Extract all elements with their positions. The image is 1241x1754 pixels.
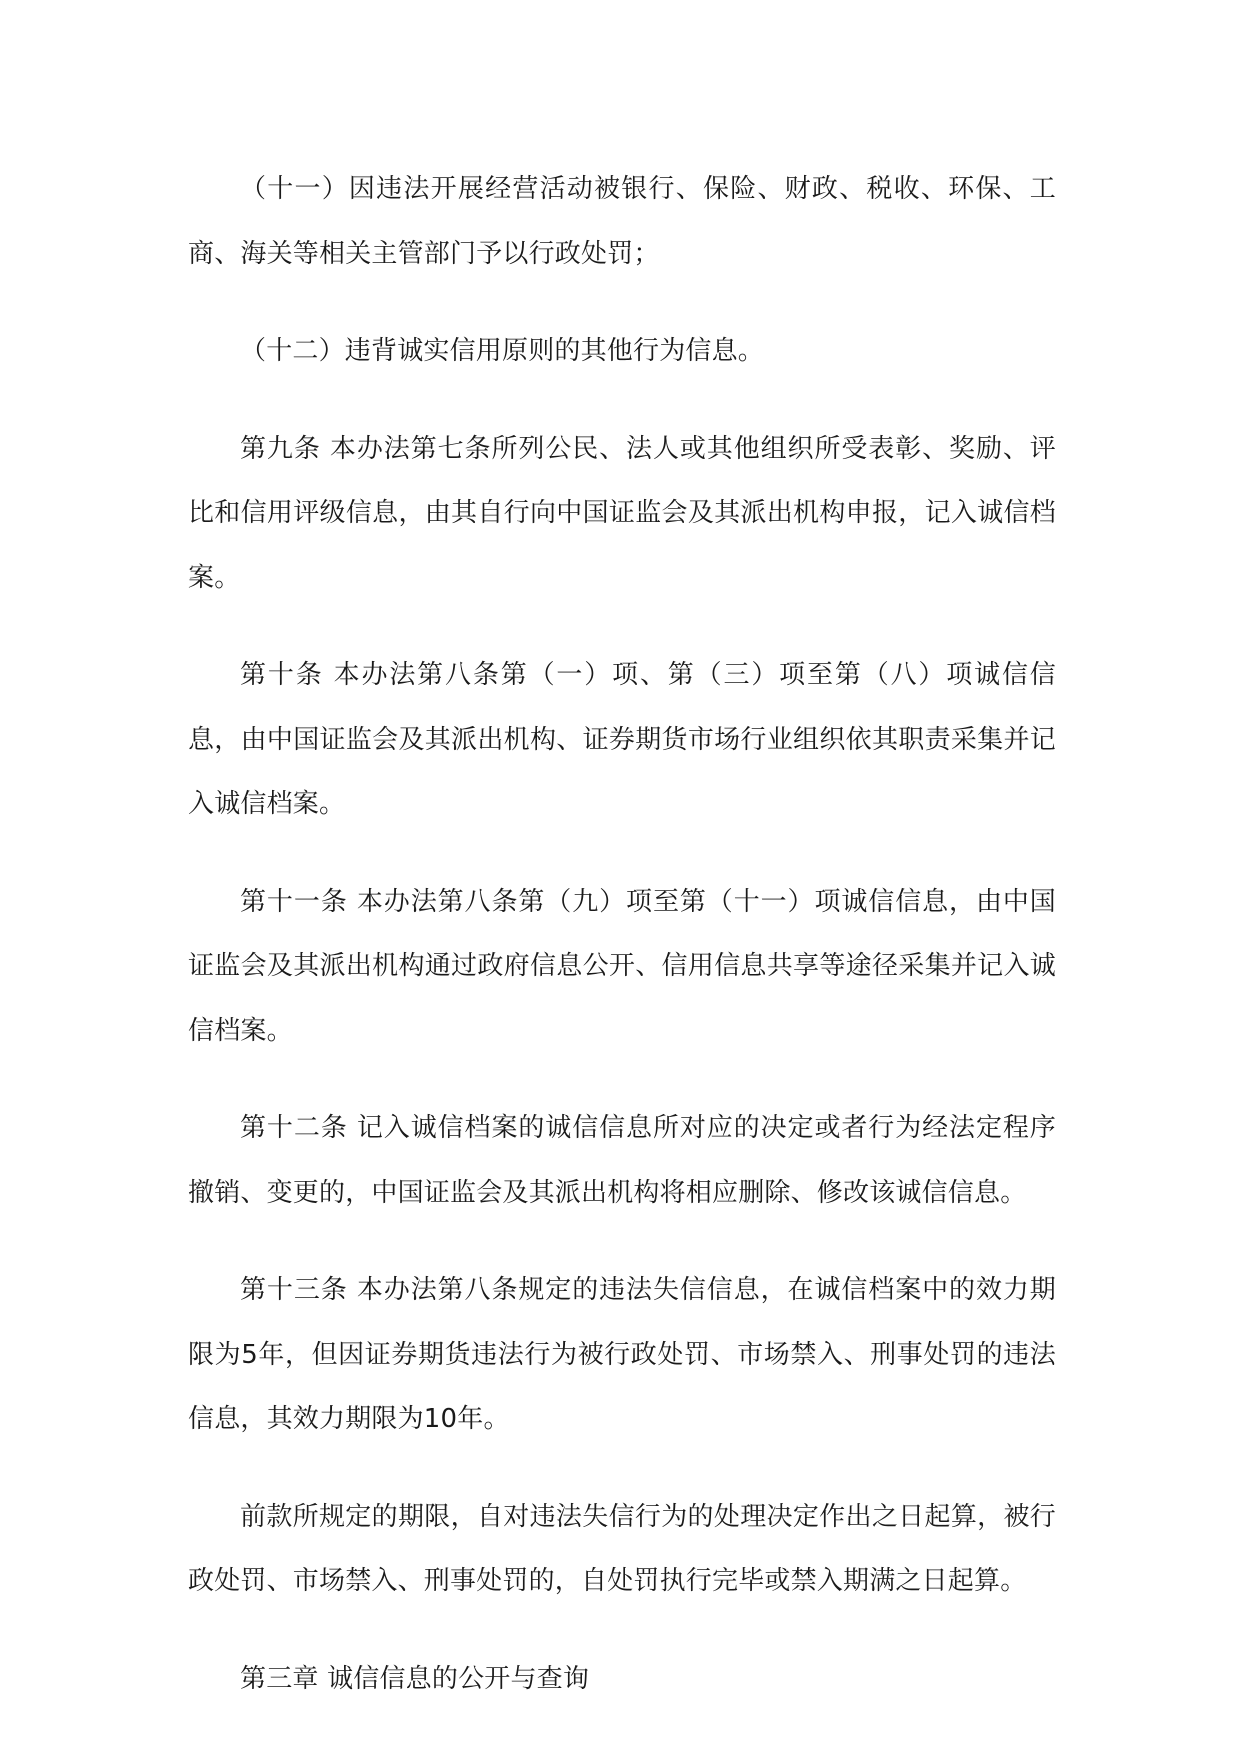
paragraph-article-12: 第十二条 记入诚信档案的诚信信息所对应的决定或者行为经法定程序撤销、变更的，中国证监会及其派出机构将相应删除、修改该诚信信息。 — [188, 1113, 1056, 1208]
paragraph-article-13-clause-2: 前款所规定的期限，自对违法失信行为的处理决定作出之日起算，被行政处罚、市场禁入、刑事处罚的，自处罚执行完毕或禁入期满之日起算。 — [188, 1501, 1056, 1596]
paragraph-article-10: 第十条 本办法第八条第（一）项、第（三）项至第（八）项诚信信息，由中国证监会及其派出机构、证券期货市场行业组织依其职责采集并记入诚信档案。 — [188, 660, 1056, 819]
document-body — [188, 157, 1056, 1711]
chapter-heading: 第三章 诚信信息的公开与查询 — [240, 1663, 590, 1694]
paragraph-item-11: （十一）因违法开展经营活动被银行、保险、财政、税收、环保、工商、海关等相关主管部门予以行政处罚； — [188, 174, 1056, 269]
paragraph-item-12: （十二）违背诚实信用原则的其他行为信息。 — [240, 336, 765, 366]
paragraph-article-9: 第九条 本办法第七条所列公民、法人或其他组织所受表彰、奖励、评比和信用评级信息，由其自行向中国证监会及其派出机构申报，记入诚信档案。 — [188, 433, 1056, 593]
paragraph-article-13: 第十三条 本办法第八条规定的违法失信信息，在诚信档案中的效力期限为5年，但因证券期货违法行为被行政处罚、市场禁入、刑事处罚的违法信息，其效力期限为10年。 — [188, 1275, 1056, 1434]
paragraph-article-11: 第十一条 本办法第八条第（九）项至第（十一）项诚信信息，由中国证监会及其派出机构通过政府信息公开、信用信息共享等途径采集并记入诚信档案。 — [188, 886, 1056, 1046]
